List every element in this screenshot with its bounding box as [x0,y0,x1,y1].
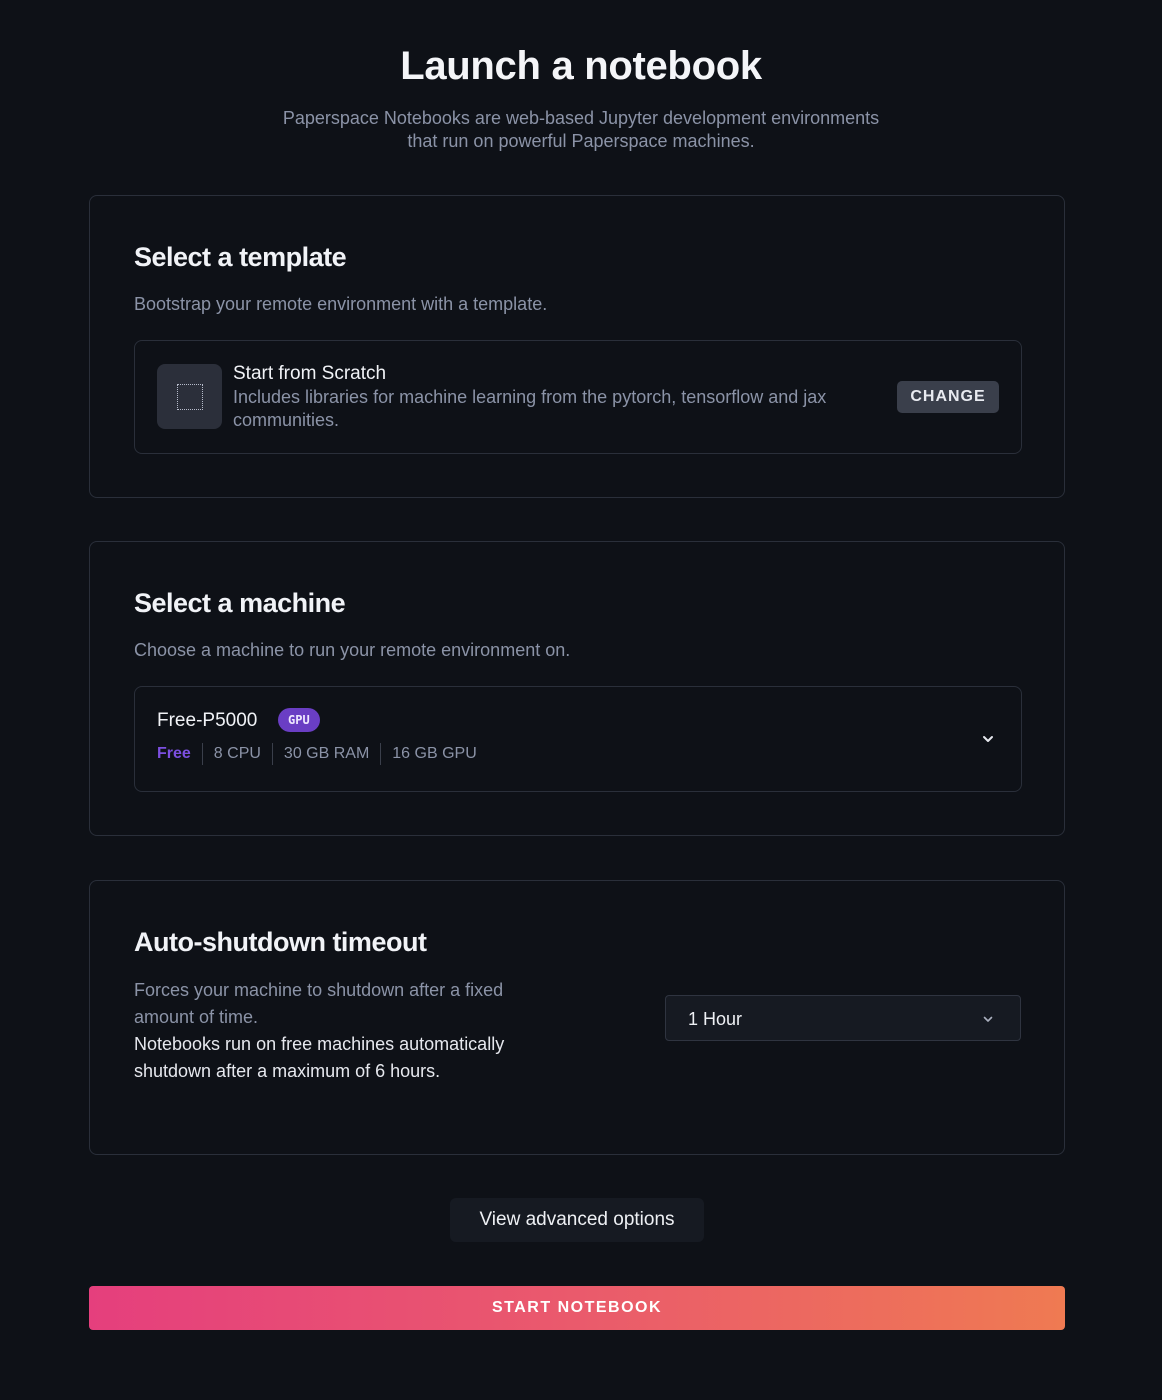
ram-spec: 30 GB RAM [272,743,380,765]
template-name: Start from Scratch [233,363,387,384]
cpu-spec: 8 CPU [202,743,272,765]
chevron-down-icon[interactable] [981,732,995,746]
template-heading: Select a template [134,242,347,272]
machine-description: Choose a machine to run your remote environment on. [134,640,571,660]
machine-select[interactable] [134,686,1022,792]
machine-heading: Select a machine [134,588,346,618]
view-advanced-options-button[interactable]: View advanced options [450,1198,704,1242]
machine-specs [157,743,488,765]
timeout-value: 1 Hour [688,1009,743,1029]
timeout-note: Notebooks run on free machines automatically shutdown after a maximum of 6 hours. [134,1034,505,1081]
start-notebook-button[interactable]: START NOTEBOOK [89,1286,1065,1330]
change-template-button[interactable]: CHANGE [897,381,999,413]
machine-name: Free-P5000 [157,710,258,731]
chevron-down-icon [981,1012,995,1026]
page-subtitle: Paperspace Notebooks are web-based Jupyter development environments that run on powerful Paperspace machines. [282,108,880,151]
template-details: Includes libraries for machine learning from the pytorch, tensorflow and jax communities. [233,387,827,430]
gpu-badge: GPU [278,708,320,732]
timeout-card [89,880,1065,1155]
page-title: Launch a notebook [400,44,762,88]
dotted-square-icon [157,364,222,429]
timeout-select[interactable] [665,995,1021,1041]
template-description: Bootstrap your remote environment with a template. [134,294,548,314]
timeout-heading: Auto-shutdown timeout [134,927,427,957]
price-tier: Free [157,745,191,762]
machine-card [89,541,1065,836]
gpu-spec: 16 GB GPU [380,743,487,765]
timeout-description: Forces your machine to shutdown after a fixed amount of time. [134,980,504,1027]
selected-template [134,340,1022,454]
template-card [89,195,1065,498]
